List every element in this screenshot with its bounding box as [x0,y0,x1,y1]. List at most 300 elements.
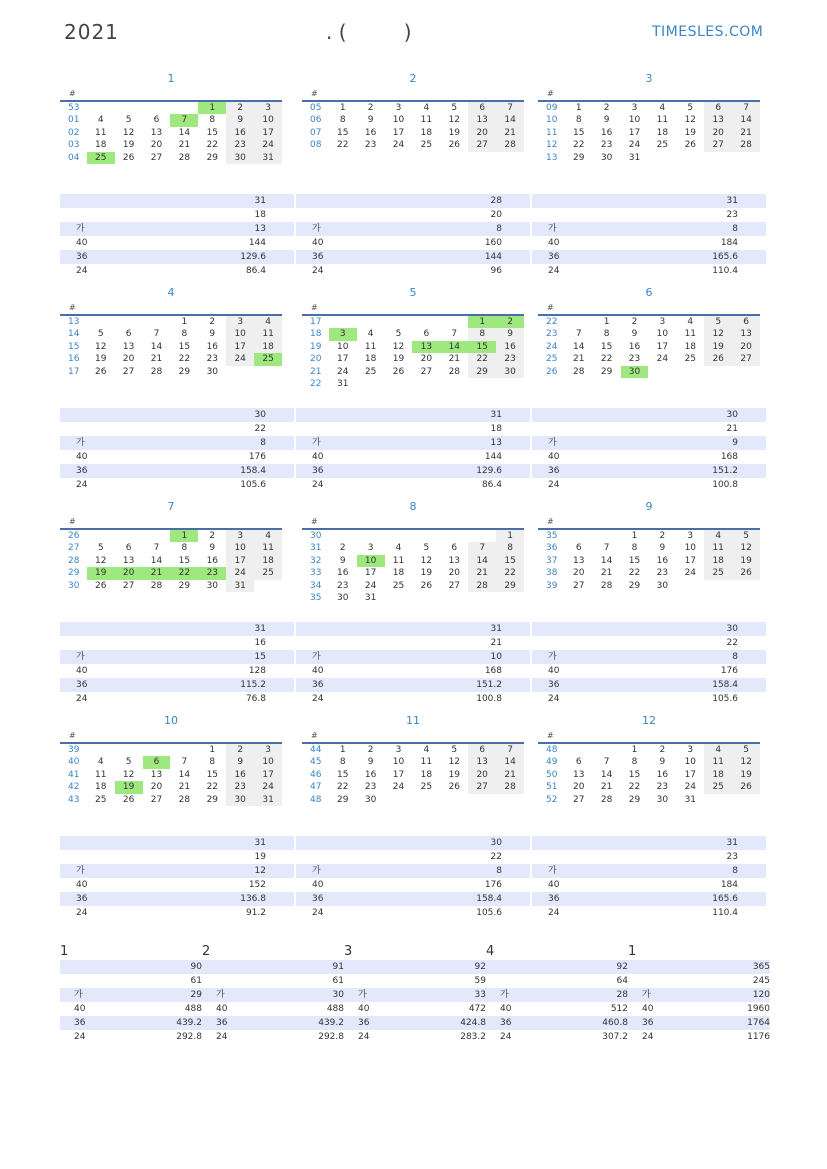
day-cell[interactable]: 31 [254,794,282,806]
day-cell[interactable]: 1 [209,745,216,755]
day-cell[interactable]: 13 [122,555,135,566]
day-cell[interactable]: 15 [468,341,496,353]
day-cell[interactable]: 17 [628,127,641,138]
day-cell[interactable]: 3 [687,531,694,541]
day-cell[interactable]: 24 [226,353,254,365]
day-cell[interactable]: 7 [181,757,188,768]
day-cell[interactable]: 15 [178,555,191,566]
day-cell[interactable]: 18 [656,127,669,138]
day-cell[interactable]: 28 [600,794,613,805]
day-cell[interactable]: 26 [95,366,107,377]
day-cell[interactable]: 25 [704,567,732,579]
day-cell[interactable]: 21 [496,769,524,781]
day-cell[interactable]: 2 [209,531,216,541]
day-cell[interactable]: 8 [631,543,638,554]
day-cell[interactable]: 14 [440,341,468,353]
day-cell[interactable]: 9 [367,115,374,126]
day-cell[interactable]: 4 [704,744,732,756]
day-cell[interactable]: 9 [209,329,216,340]
site-brand[interactable]: TIMESLES.COM [652,24,764,40]
day-cell[interactable]: 20 [122,354,135,365]
day-cell[interactable]: 30 [621,366,649,378]
day-cell[interactable]: 19 [732,769,760,781]
day-cell[interactable]: 29 [206,794,219,805]
day-cell[interactable]: 28 [600,580,613,591]
day-cell[interactable]: 22 [496,567,524,579]
day-cell[interactable]: 8 [496,542,524,554]
day-cell[interactable]: 18 [364,354,377,365]
day-cell[interactable]: 4 [704,530,732,542]
day-cell[interactable]: 3 [395,745,402,755]
day-cell[interactable]: 11 [95,769,107,780]
day-cell[interactable]: 12 [684,115,697,126]
day-cell[interactable]: 29 [600,366,613,377]
day-cell[interactable]: 21 [573,354,585,365]
day-cell[interactable]: 25 [704,781,732,793]
day-cell[interactable]: 8 [339,757,346,768]
day-cell[interactable]: 17 [684,555,697,566]
day-cell[interactable]: 23 [337,580,349,591]
day-cell[interactable]: 23 [198,567,226,579]
day-cell[interactable]: 31 [226,580,254,592]
day-cell[interactable]: 15 [573,127,585,138]
day-cell[interactable]: 28 [178,794,191,805]
day-cell[interactable]: 20 [573,568,585,579]
day-cell[interactable]: 28 [448,366,461,377]
day-cell[interactable]: 4 [395,543,402,554]
day-cell[interactable]: 16 [226,127,254,139]
day-cell[interactable]: 25 [254,353,282,365]
day-cell[interactable]: 14 [496,756,524,768]
day-cell[interactable]: 4 [659,103,666,113]
day-cell[interactable]: 25 [87,152,115,164]
day-cell[interactable]: 29 [337,794,349,805]
day-cell[interactable]: 1 [631,745,638,755]
day-cell[interactable]: 13 [150,769,163,780]
day-cell[interactable]: 24 [254,781,282,793]
day-cell[interactable]: 26 [704,353,732,365]
day-cell[interactable]: 18 [254,555,282,567]
day-cell[interactable]: 8 [603,329,610,340]
day-cell[interactable]: 18 [95,140,107,151]
day-cell[interactable]: 13 [704,114,732,126]
day-cell[interactable]: 12 [704,328,732,340]
day-cell[interactable]: 30 [226,794,254,806]
day-cell[interactable]: 23 [364,140,377,151]
day-cell[interactable]: 6 [153,115,160,126]
day-cell[interactable]: 6 [125,543,132,554]
day-cell[interactable]: 25 [684,354,697,365]
day-cell[interactable]: 9 [659,543,666,554]
day-cell[interactable]: 24 [337,366,349,377]
day-cell[interactable]: 6 [468,102,496,114]
day-cell[interactable]: 11 [364,341,377,352]
day-cell[interactable]: 14 [600,555,613,566]
day-cell[interactable]: 29 [468,366,496,378]
day-cell[interactable]: 31 [684,794,697,805]
day-cell[interactable]: 2 [496,316,524,328]
day-cell[interactable]: 2 [367,745,374,755]
day-cell[interactable]: 21 [468,567,496,579]
day-cell[interactable]: 30 [206,580,219,591]
day-cell[interactable]: 2 [659,745,666,755]
day-cell[interactable]: 24 [392,140,405,151]
day-cell[interactable]: 17 [226,555,254,567]
day-cell[interactable]: 22 [573,140,585,151]
day-cell[interactable]: 14 [496,114,524,126]
day-cell[interactable]: 20 [115,567,143,579]
day-cell[interactable]: 17 [684,769,697,780]
day-cell[interactable]: 6 [451,543,458,554]
day-cell[interactable]: 7 [451,329,458,340]
day-cell[interactable]: 28 [496,781,524,793]
day-cell[interactable]: 28 [150,366,163,377]
day-cell[interactable]: 19 [684,127,697,138]
day-cell[interactable]: 27 [448,580,461,591]
day-cell[interactable]: 10 [392,757,405,768]
day-cell[interactable]: 7 [170,114,198,126]
day-cell[interactable]: 26 [420,580,433,591]
day-cell[interactable]: 7 [496,102,524,114]
day-cell[interactable]: 13 [150,127,163,138]
day-cell[interactable]: 19 [420,568,433,579]
day-cell[interactable]: 19 [448,127,461,138]
day-cell[interactable]: 24 [628,140,641,151]
day-cell[interactable]: 4 [423,745,430,755]
day-cell[interactable]: 19 [732,555,760,567]
day-cell[interactable]: 7 [603,543,610,554]
day-cell[interactable]: 27 [468,781,496,793]
day-cell[interactable]: 19 [87,567,115,579]
day-cell[interactable]: 15 [628,555,641,566]
day-cell[interactable]: 27 [573,794,585,805]
day-cell[interactable]: 1 [603,317,610,327]
day-cell[interactable]: 1 [198,102,226,114]
day-cell[interactable]: 15 [628,769,641,780]
day-cell[interactable]: 30 [656,580,669,591]
day-cell[interactable]: 17 [254,127,282,139]
day-cell[interactable]: 1 [496,530,524,542]
day-cell[interactable]: 20 [468,127,496,139]
day-cell[interactable]: 17 [226,341,254,353]
day-cell[interactable]: 1 [339,745,346,755]
day-cell[interactable]: 2 [339,543,346,554]
day-cell[interactable]: 25 [420,782,433,793]
day-cell[interactable]: 3 [395,103,402,113]
day-cell[interactable]: 26 [732,567,760,579]
day-cell[interactable]: 5 [423,543,430,554]
day-cell[interactable]: 11 [254,328,282,340]
day-cell[interactable]: 22 [206,140,219,151]
day-cell[interactable]: 8 [209,757,216,768]
day-cell[interactable]: 25 [95,794,107,805]
day-cell[interactable]: 6 [575,757,582,768]
day-cell[interactable]: 17 [364,568,377,579]
day-cell[interactable]: 27 [573,580,585,591]
day-cell[interactable]: 1 [339,103,346,113]
day-cell[interactable]: 26 [122,152,135,163]
day-cell[interactable]: 16 [364,769,377,780]
day-cell[interactable]: 13 [122,341,135,352]
day-cell[interactable]: 24 [684,568,697,579]
day-cell[interactable]: 11 [95,127,107,138]
day-cell[interactable]: 12 [448,757,461,768]
day-cell[interactable]: 6 [575,543,582,554]
day-cell[interactable]: 11 [704,542,732,554]
day-cell[interactable]: 28 [496,139,524,151]
day-cell[interactable]: 3 [226,530,254,542]
day-cell[interactable]: 9 [209,543,216,554]
day-cell[interactable]: 15 [600,341,613,352]
day-cell[interactable]: 27 [150,152,163,163]
day-cell[interactable]: 30 [496,366,524,378]
day-cell[interactable]: 10 [254,756,282,768]
day-cell[interactable]: 3 [659,317,666,327]
day-cell[interactable]: 20 [468,769,496,781]
day-cell[interactable]: 25 [420,140,433,151]
day-cell[interactable]: 18 [420,769,433,780]
day-cell[interactable]: 10 [656,329,669,340]
day-cell[interactable]: 26 [392,366,405,377]
day-cell[interactable]: 6 [704,102,732,114]
day-cell[interactable]: 4 [97,115,104,126]
day-cell[interactable]: 13 [468,756,496,768]
day-cell[interactable]: 30 [337,592,349,603]
day-cell[interactable]: 9 [603,115,610,126]
day-cell[interactable]: 22 [337,140,349,151]
day-cell[interactable]: 23 [656,568,669,579]
day-cell[interactable]: 24 [684,782,697,793]
day-cell[interactable]: 21 [178,140,191,151]
day-cell[interactable]: 4 [97,757,104,768]
day-cell[interactable]: 5 [687,103,694,113]
day-cell[interactable]: 16 [628,341,641,352]
day-cell[interactable]: 27 [732,353,760,365]
day-cell[interactable]: 13 [732,328,760,340]
day-cell[interactable]: 25 [364,366,377,377]
day-cell[interactable]: 3 [631,103,638,113]
day-cell[interactable]: 14 [573,341,585,352]
day-cell[interactable]: 24 [254,139,282,151]
day-cell[interactable]: 6 [125,329,132,340]
day-cell[interactable]: 21 [448,354,461,365]
day-cell[interactable]: 28 [178,152,191,163]
day-cell[interactable]: 2 [226,744,254,756]
day-cell[interactable]: 19 [392,354,405,365]
day-cell[interactable]: 15 [337,769,349,780]
day-cell[interactable]: 19 [448,769,461,780]
day-cell[interactable]: 2 [367,103,374,113]
day-cell[interactable]: 5 [97,543,104,554]
day-cell[interactable]: 6 [143,756,171,768]
day-cell[interactable]: 30 [364,794,377,805]
day-cell[interactable]: 18 [95,782,107,793]
day-cell[interactable]: 26 [95,580,107,591]
day-cell[interactable]: 5 [125,115,132,126]
day-cell[interactable]: 26 [732,781,760,793]
day-cell[interactable]: 22 [206,782,219,793]
day-cell[interactable]: 12 [95,555,107,566]
day-cell[interactable]: 12 [420,555,433,566]
day-cell[interactable]: 29 [178,580,191,591]
day-cell[interactable]: 26 [448,140,461,151]
day-cell[interactable]: 23 [226,139,254,151]
day-cell[interactable]: 26 [122,794,135,805]
day-cell[interactable]: 8 [181,329,188,340]
day-cell[interactable]: 10 [337,341,349,352]
day-cell[interactable]: 24 [656,354,669,365]
day-cell[interactable]: 16 [206,341,219,352]
day-cell[interactable]: 6 [732,316,760,328]
day-cell[interactable]: 30 [206,366,219,377]
day-cell[interactable]: 8 [575,115,582,126]
day-cell[interactable]: 7 [153,329,160,340]
day-cell[interactable]: 7 [496,744,524,756]
day-cell[interactable]: 30 [656,794,669,805]
day-cell[interactable]: 20 [448,568,461,579]
day-cell[interactable]: 23 [226,781,254,793]
day-cell[interactable]: 26 [684,140,697,151]
day-cell[interactable]: 9 [339,555,346,566]
day-cell[interactable]: 15 [206,769,219,780]
day-cell[interactable]: 4 [423,103,430,113]
day-cell[interactable]: 12 [392,341,405,352]
day-cell[interactable]: 21 [143,567,171,579]
day-cell[interactable]: 18 [684,341,697,352]
day-cell[interactable]: 27 [468,139,496,151]
day-cell[interactable]: 9 [226,756,254,768]
day-cell[interactable]: 5 [732,530,760,542]
day-cell[interactable]: 14 [178,769,191,780]
day-cell[interactable]: 10 [684,757,697,768]
day-cell[interactable]: 10 [628,115,641,126]
day-cell[interactable]: 29 [206,152,219,163]
day-cell[interactable]: 30 [226,152,254,164]
day-cell[interactable]: 15 [206,127,219,138]
day-cell[interactable]: 7 [468,542,496,554]
day-cell[interactable]: 18 [420,127,433,138]
day-cell[interactable]: 5 [732,744,760,756]
day-cell[interactable]: 23 [364,782,377,793]
day-cell[interactable]: 7 [575,329,582,340]
day-cell[interactable]: 18 [254,341,282,353]
day-cell[interactable]: 23 [600,140,613,151]
day-cell[interactable]: 29 [573,152,585,163]
day-cell[interactable]: 15 [337,127,349,138]
day-cell[interactable]: 13 [448,555,461,566]
day-cell[interactable]: 27 [150,794,163,805]
day-cell[interactable]: 16 [656,555,669,566]
day-cell[interactable]: 20 [704,127,732,139]
day-cell[interactable]: 9 [496,328,524,340]
day-cell[interactable]: 2 [209,317,216,327]
day-cell[interactable]: 9 [226,114,254,126]
day-cell[interactable]: 8 [468,328,496,340]
day-cell[interactable]: 27 [122,580,135,591]
day-cell[interactable]: 21 [496,127,524,139]
day-cell[interactable]: 27 [420,366,433,377]
day-cell[interactable]: 28 [732,139,760,151]
day-cell[interactable]: 13 [573,769,585,780]
day-cell[interactable]: 16 [364,127,377,138]
day-cell[interactable]: 29 [628,794,641,805]
day-cell[interactable]: 11 [254,542,282,554]
day-cell[interactable]: 17 [254,769,282,781]
day-cell[interactable]: 3 [329,328,357,340]
day-cell[interactable]: 9 [367,757,374,768]
day-cell[interactable]: 14 [732,114,760,126]
day-cell[interactable]: 19 [122,140,135,151]
day-cell[interactable]: 2 [226,102,254,114]
day-cell[interactable]: 18 [392,568,405,579]
day-cell[interactable]: 31 [364,592,377,603]
day-cell[interactable]: 25 [254,567,282,579]
day-cell[interactable]: 14 [600,769,613,780]
day-cell[interactable]: 5 [125,757,132,768]
day-cell[interactable]: 13 [573,555,585,566]
day-cell[interactable]: 11 [420,115,433,126]
day-cell[interactable]: 4 [254,316,282,328]
day-cell[interactable]: 31 [337,378,349,389]
day-cell[interactable]: 18 [704,769,732,781]
day-cell[interactable]: 9 [659,757,666,768]
day-cell[interactable]: 16 [206,555,219,566]
day-cell[interactable]: 16 [226,769,254,781]
day-cell[interactable]: 29 [628,580,641,591]
day-cell[interactable]: 14 [468,555,496,567]
day-cell[interactable]: 13 [412,341,440,353]
day-cell[interactable]: 23 [656,782,669,793]
day-cell[interactable]: 20 [150,782,163,793]
day-cell[interactable]: 26 [448,782,461,793]
day-cell[interactable]: 15 [496,555,524,567]
day-cell[interactable]: 21 [178,782,191,793]
day-cell[interactable]: 27 [704,139,732,151]
day-cell[interactable]: 3 [367,543,374,554]
day-cell[interactable]: 12 [95,341,107,352]
day-cell[interactable]: 1 [170,530,198,542]
day-cell[interactable]: 24 [226,567,254,579]
day-cell[interactable]: 22 [337,782,349,793]
day-cell[interactable]: 21 [150,354,163,365]
day-cell[interactable]: 2 [659,531,666,541]
day-cell[interactable]: 6 [423,329,430,340]
day-cell[interactable]: 16 [337,568,349,579]
day-cell[interactable]: 10 [226,328,254,340]
day-cell[interactable]: 22 [468,353,496,365]
day-cell[interactable]: 20 [150,140,163,151]
day-cell[interactable]: 1 [181,317,188,327]
day-cell[interactable]: 11 [420,757,433,768]
day-cell[interactable]: 12 [448,115,461,126]
day-cell[interactable]: 13 [468,114,496,126]
day-cell[interactable]: 22 [600,354,613,365]
day-cell[interactable]: 1 [575,103,582,113]
day-cell[interactable]: 29 [178,366,191,377]
day-cell[interactable]: 4 [687,317,694,327]
day-cell[interactable]: 17 [656,341,669,352]
day-cell[interactable]: 28 [468,580,496,592]
day-cell[interactable]: 3 [254,102,282,114]
day-cell[interactable]: 10 [226,542,254,554]
day-cell[interactable]: 27 [122,366,135,377]
day-cell[interactable]: 8 [631,757,638,768]
day-cell[interactable]: 28 [573,366,585,377]
day-cell[interactable]: 31 [628,152,641,163]
day-cell[interactable]: 4 [254,530,282,542]
day-cell[interactable]: 12 [122,127,135,138]
day-cell[interactable]: 7 [732,102,760,114]
